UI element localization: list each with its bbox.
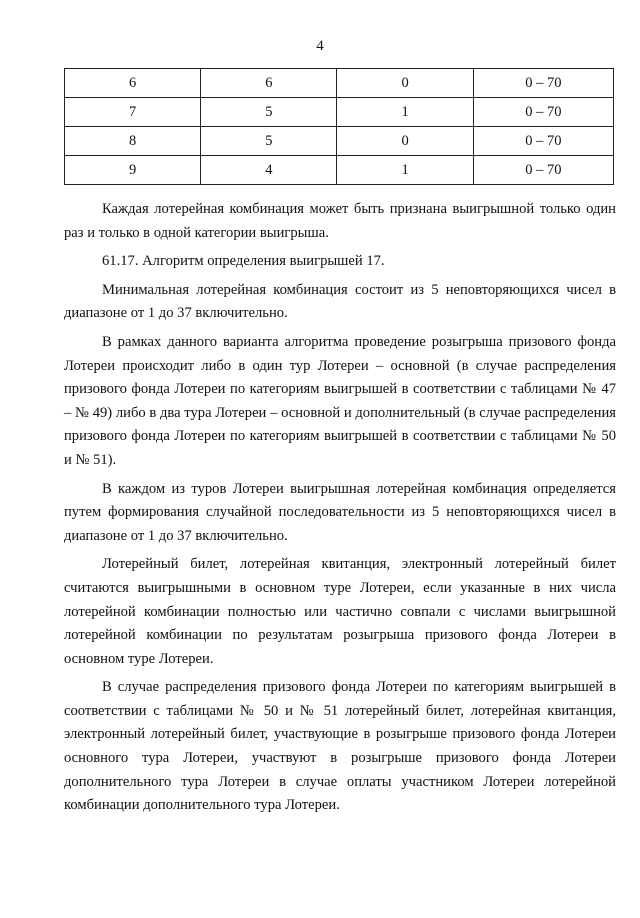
table-cell: 0 – 70 xyxy=(473,69,613,98)
table-cell: 1 xyxy=(337,98,473,127)
table-cell: 1 xyxy=(337,156,473,185)
table-cell: 0 – 70 xyxy=(473,127,613,156)
table-cell: 8 xyxy=(65,127,201,156)
table-row xyxy=(65,156,614,185)
table-cell: 4 xyxy=(201,156,337,185)
table-cell: 9 xyxy=(65,156,201,185)
table-cell: 0 – 70 xyxy=(473,156,613,185)
paragraph: Минимальная лотерейная комбинация состоит из 5 неповторяющихся чисел в диапазоне от 1 до 37 включительно. xyxy=(64,281,616,322)
table-cell: 5 xyxy=(201,98,337,127)
document-body xyxy=(64,198,616,823)
table-cell: 7 xyxy=(65,98,201,127)
prize-category-table xyxy=(64,68,614,185)
paragraph: В случае распределения призового фонда Лотереи по категориям выигрышей в соответствии с таблицами № 50 и № 51 лотерейный билет, лотерейная квитанция, электронный лотерейный билет, участвующие в розыгрыше призового фонда Лотереи основного тура Лотереи, участвуют в розыгрыше призового фонда Лотереи дополнительного тура Лотереи в случае оплаты участником Лотереи лотерейной комбинации дополнительного тура Лотереи. xyxy=(64,679,616,814)
paragraph: Лотерейный билет, лотерейная квитанция, электронный лотерейный билет считаются выигрышными в основном туре Лотереи, если указанные в них числа лотерейной комбинации полностью или частично совпали с числами выигрышной лотерейной комбинации по результатам розыгрыша призового фонда Лотереи в основном туре Лотереи. xyxy=(64,556,616,667)
table-cell: 0 xyxy=(337,127,473,156)
section-heading: 61.17. Алгоритм определения выигрышей 17. xyxy=(102,253,385,270)
paragraph: Каждая лотерейная комбинация может быть признана выигрышной только один раз и только в одной категории выигрыша. xyxy=(64,201,616,241)
page-number: 4 xyxy=(316,38,324,54)
table-cell: 0 xyxy=(337,69,473,98)
table-row xyxy=(65,69,614,98)
table-row xyxy=(65,127,614,156)
table-cell: 5 xyxy=(201,127,337,156)
paragraph: В рамках данного варианта алгоритма проведение розыгрыша призового фонда Лотереи происходит либо в один тур Лотереи – основной (в случае распределения призового фонда Лотереи по категориям выигрышей в соответствии с таблицами № 47 – № 49) либо в два тура Лотереи – основной и дополнительный (в случае распределения призового фонда Лотереи по категориям выигрышей в соответствии с таблицами № 50 и № 51). xyxy=(64,333,616,468)
paragraph: В каждом из туров Лотереи выигрышная лотерейная комбинация определяется путем формирования случайной последовательности из 5 неповторяющихся чисел в диапазоне от 1 до 37 включительно. xyxy=(64,480,616,544)
table-cell: 0 – 70 xyxy=(473,98,613,127)
table-cell: 6 xyxy=(65,69,201,98)
table-row xyxy=(65,98,614,127)
table-cell: 6 xyxy=(201,69,337,98)
